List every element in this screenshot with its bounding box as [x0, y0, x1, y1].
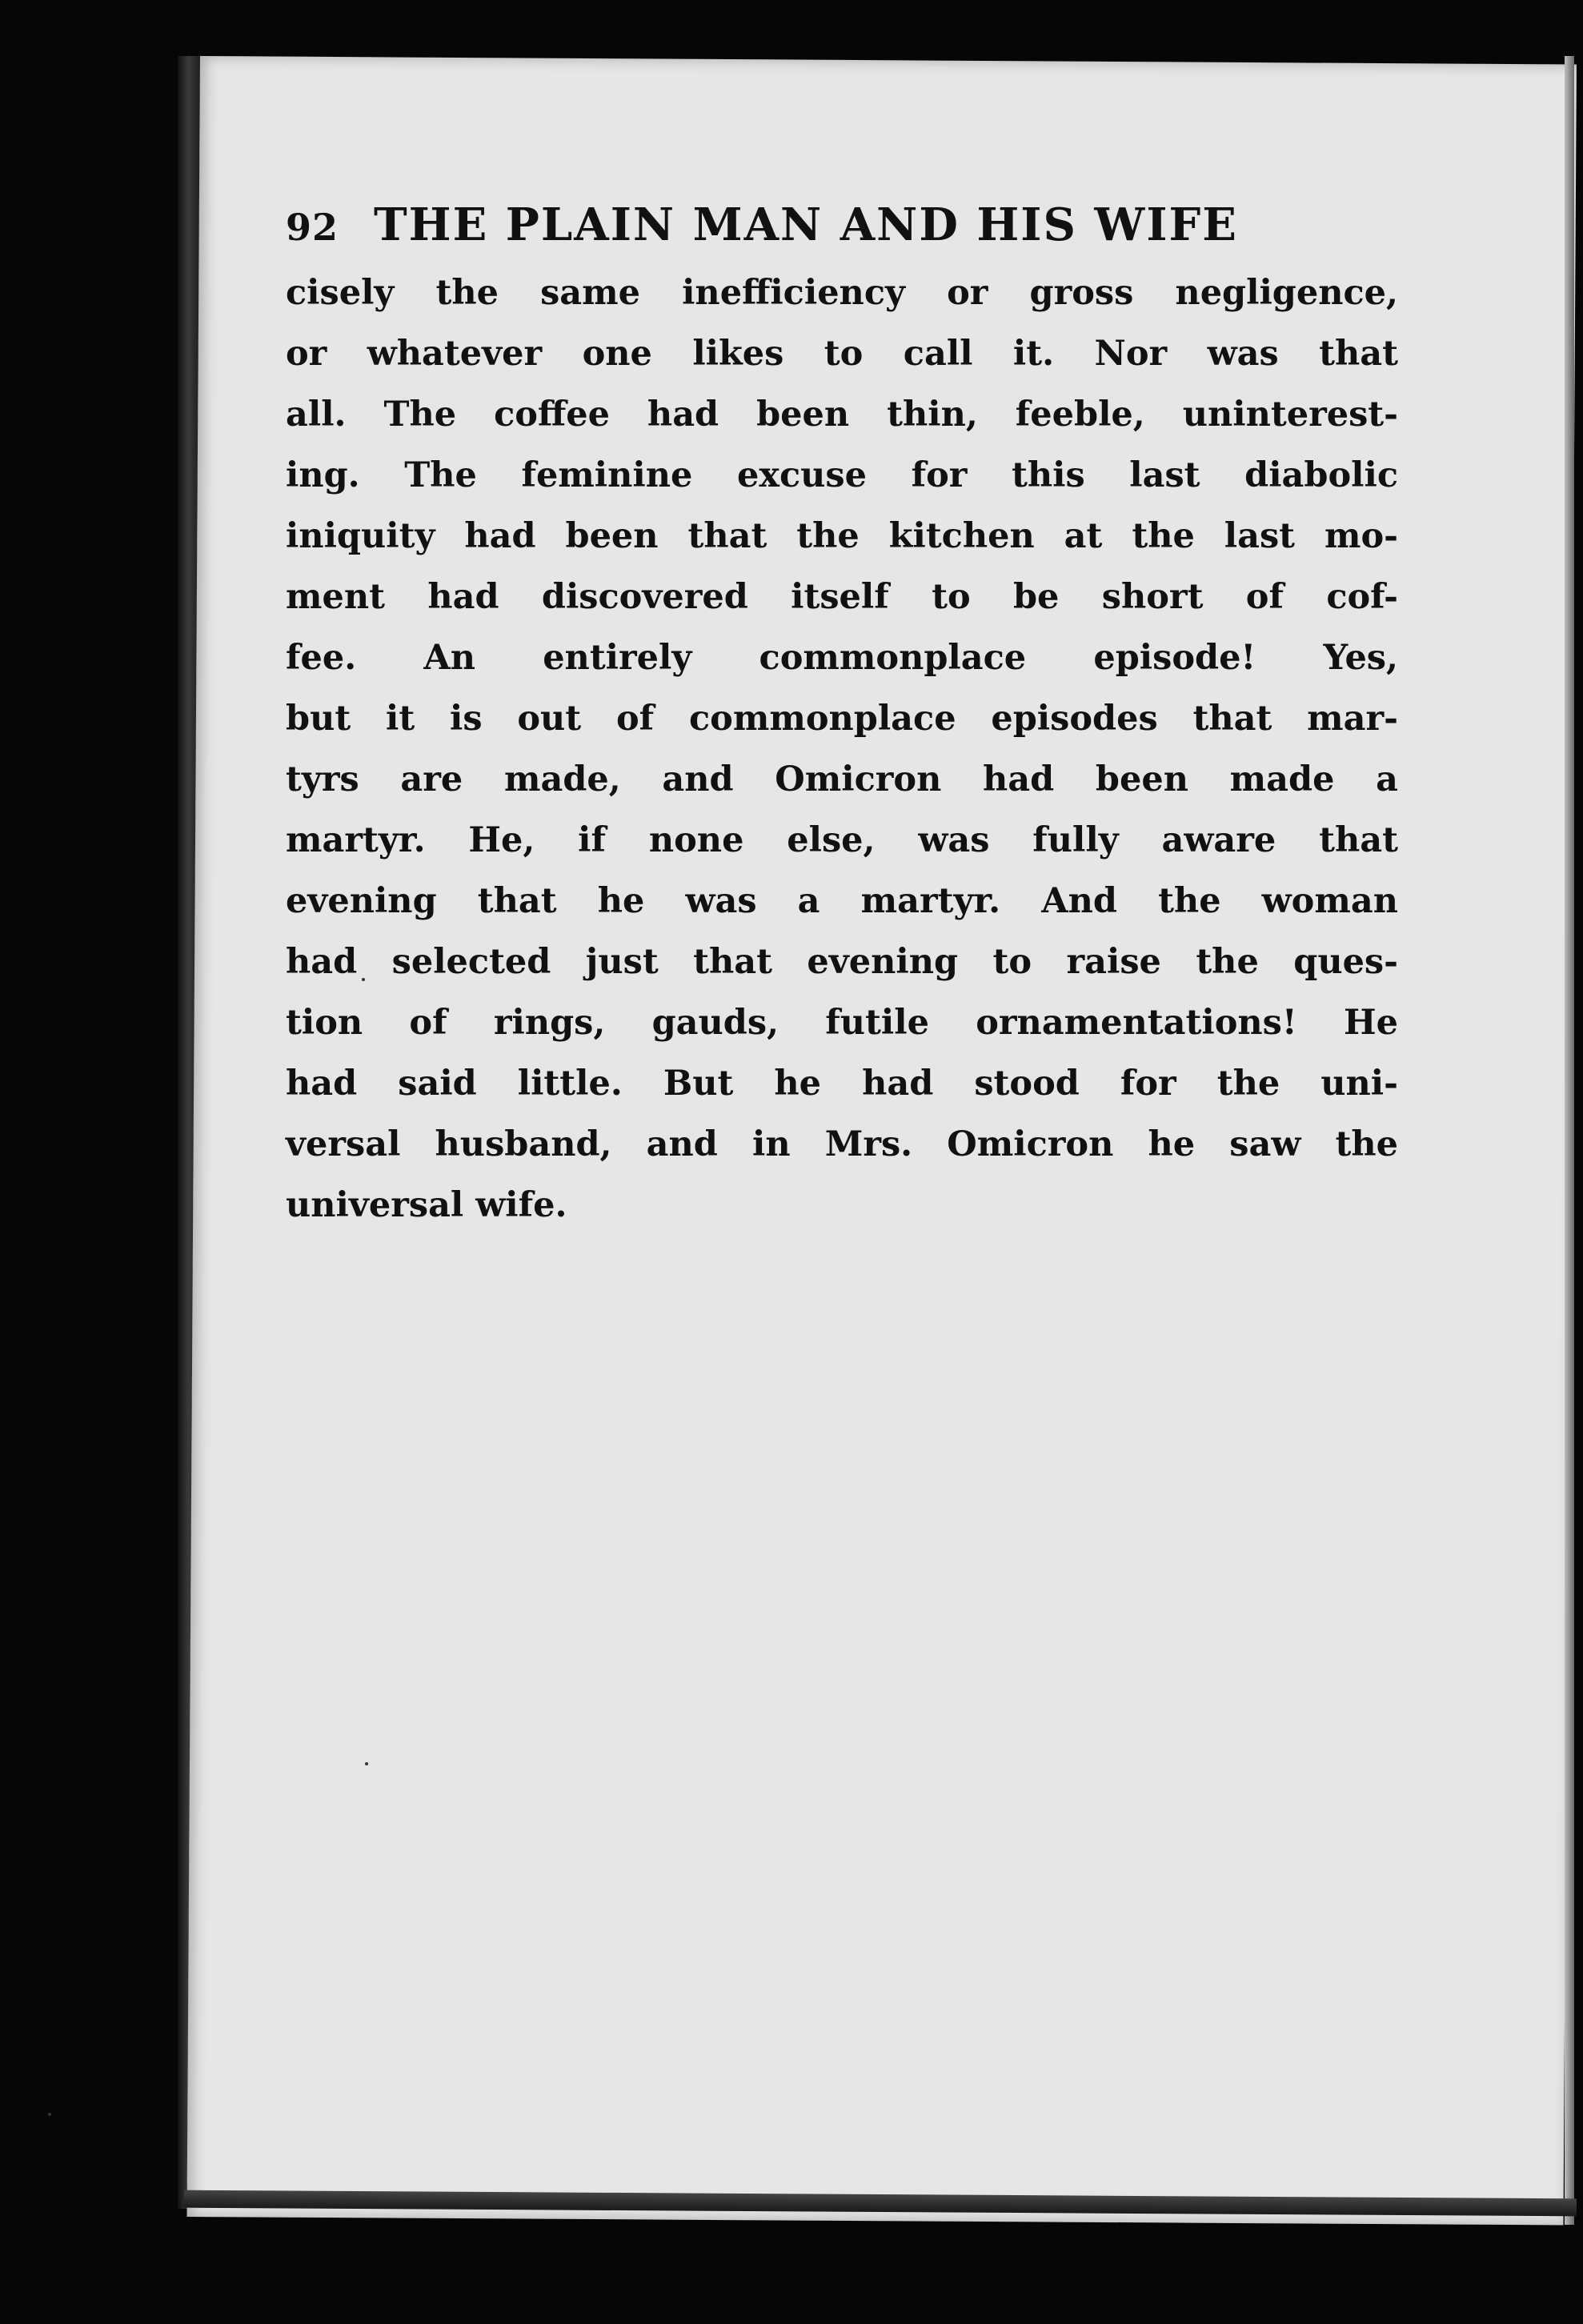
text-line: ing. The feminine excuse for this last diabolic [286, 455, 1398, 495]
text-line: martyr. He, if none else, was fully aware that [286, 820, 1398, 860]
text-line: iniquity had been that the kitchen at the last mo- [286, 516, 1398, 556]
text-line: but it is out of commonplace episodes that mar- [286, 699, 1398, 739]
text-line: tion of rings, gauds, futile ornamentations! He [286, 1003, 1398, 1043]
text-line: ment had discovered itself to be short of cof- [286, 577, 1398, 617]
text-line: or whatever one likes to call it. Nor was that [286, 334, 1398, 374]
text-line: fee. An entirely commonplace episode! Yes, [286, 638, 1398, 678]
text-line: versal husband, and in Mrs. Omicron he saw the [286, 1124, 1398, 1164]
running-head: THE PLAIN MAN AND HIS WIFE [374, 198, 1238, 251]
text-line: all. The coffee had been thin, feeble, uninterest- [286, 395, 1398, 435]
page-right-edge [1565, 56, 1574, 2225]
text-line: cisely the same inefficiency or gross negligence, [286, 273, 1398, 313]
page-number: 92 [286, 206, 339, 249]
text-line: had selected just that evening to raise the ques- [286, 942, 1398, 982]
dust-speck [365, 1762, 368, 1765]
text-line-last: universal wife. [286, 1185, 567, 1225]
page-header [286, 198, 1398, 262]
text-line: had said little. But he had stood for the uni- [286, 1064, 1398, 1104]
page-text [286, 198, 1398, 1236]
dust-speck [48, 2113, 51, 2116]
text-line: tyrs are made, and Omicron had been made a [286, 759, 1398, 799]
text-line: evening that he was a martyr. And the woman [286, 881, 1398, 921]
body-text [286, 262, 1398, 1236]
